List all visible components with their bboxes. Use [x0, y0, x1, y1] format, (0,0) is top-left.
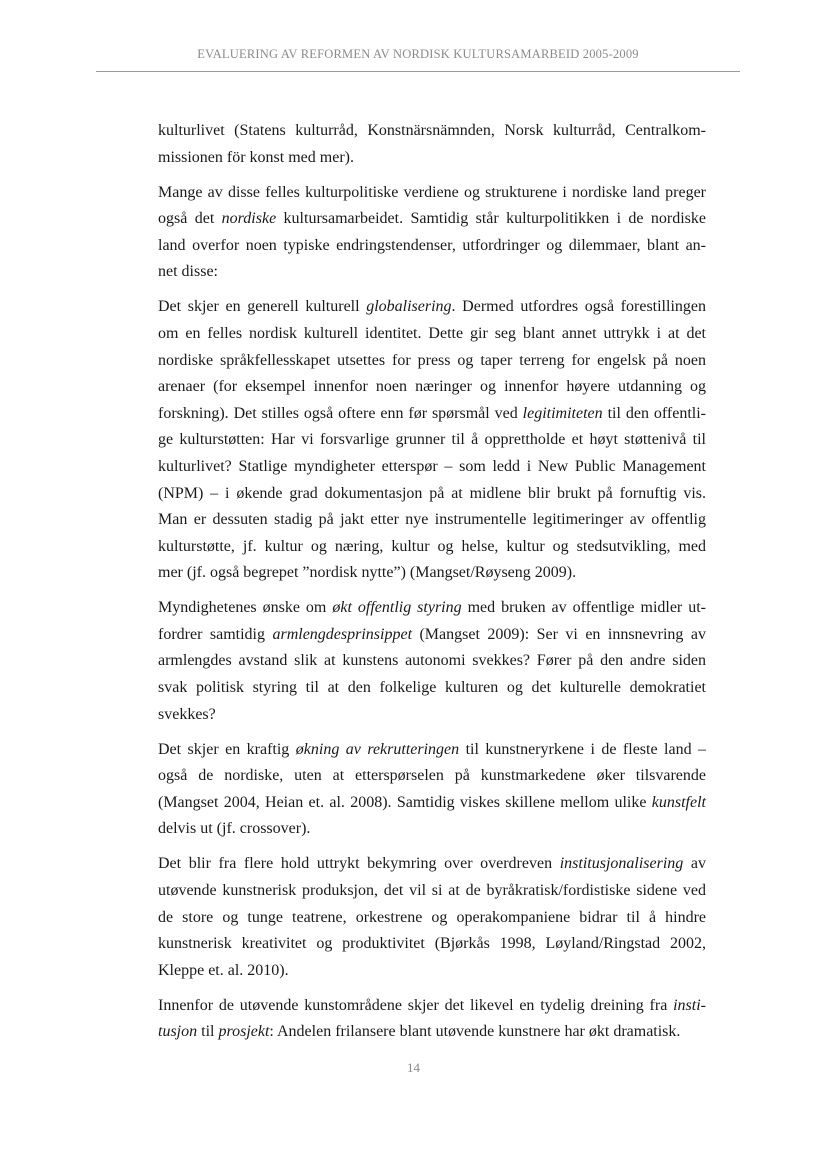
text-segment: forskning). Det stilles også oftere enn før spørsmål ved [158, 404, 523, 422]
text-line [158, 993, 706, 1020]
text-line [158, 374, 706, 401]
italic-term: globalisering [366, 298, 452, 316]
page-number: 14 [407, 1060, 420, 1075]
text-segment: nordiske språkfellesskapet utsettes for press og taper terreng for engelsk på noen [158, 351, 706, 369]
italic-term: prosjekt [218, 1023, 270, 1041]
text-segment: til den offentli- [602, 404, 706, 422]
text-line [158, 233, 706, 260]
text-segment: Man er dessuten stadig på jakt etter nye instrumentelle legitimeringer av offentlig [158, 511, 706, 529]
text-line [158, 622, 706, 649]
text-segment: til kunstneryrkene i de fleste land – [459, 740, 707, 758]
text-segment: også de nordiske, uten at etterspørselen på kunstmarkedene øker tilsvarende [158, 767, 706, 785]
text-segment: Myndighetenes ønske om [158, 599, 333, 617]
italic-term: nordiske [221, 210, 277, 228]
running-header: EVALUERING AV REFORMEN AV NORDISK KULTURSAMARBEID 2005-2009 [197, 47, 639, 61]
paragraph [158, 993, 706, 1046]
text-line [158, 790, 706, 817]
text-segment: (Mangset 2009): Ser vi en innsnevring av [412, 625, 706, 643]
text-line [158, 931, 706, 958]
paragraph [158, 595, 706, 728]
text-segment: med bruken av offentlige midler ut- [461, 599, 707, 617]
text-segment: kulturstøtte, jf. kultur og næring, kultur og helse, kultur og stedsutvikling, med [158, 537, 706, 555]
paragraph [158, 294, 706, 587]
text-segment: mer (jf. også begrepet ”nordisk nytte”) (Mangset/Røyseng 2009). [158, 564, 577, 582]
text-line [158, 427, 706, 454]
text-line [158, 348, 706, 375]
text-line [158, 878, 706, 905]
text-segment: av [683, 855, 706, 873]
italic-term: økt offentlig styring [332, 599, 462, 617]
text-segment: også det [158, 210, 222, 228]
text-segment: fordrer samtidig [158, 625, 273, 643]
text-line [158, 675, 706, 702]
text-segment: svak politisk styring til at den folkelige kulturen og det kulturelle demokratiet [158, 679, 706, 697]
text-line [158, 118, 706, 145]
text-segment: de store og tunge teatrene, orkestrene og operakompaniene bidrar til å hindre [158, 908, 706, 926]
text-segment: Innenfor de utøvende kunstområdene skjer det likevel en tydelig dreining fra [158, 996, 674, 1014]
text-segment: arenaer (for eksempel innenfor noen næringer og innenfor høyere utdanning og [158, 378, 706, 396]
text-line [158, 180, 706, 207]
italic-term: kunstfelt [651, 793, 706, 811]
text-segment: net disse: [158, 263, 218, 281]
text-line [158, 454, 706, 481]
text-segment: Det skjer en generell kulturell [158, 298, 367, 316]
text-line [158, 816, 706, 843]
text-segment: kulturlivet? Statlige myndigheter etterspør – som ledd i New Public Management [158, 457, 706, 475]
text-line [158, 145, 706, 172]
text-line [158, 507, 706, 534]
text-segment: armlengdes avstand slik at kunstens autonomi svekkes? Fører på den andre siden [158, 652, 706, 670]
paragraph [158, 737, 706, 843]
body-text [158, 118, 706, 1054]
text-line [158, 259, 706, 286]
text-segment: delvis ut (jf. crossover). [158, 820, 311, 838]
text-line [158, 763, 706, 790]
text-line [158, 1019, 706, 1046]
text-segment: Mange av disse felles kulturpolitiske verdiene og strukturene i nordiske land preger [158, 183, 706, 201]
italic-term: armlengdesprinsippet [272, 625, 413, 643]
text-segment: utøvende kunstnerisk produksjon, det vil si at de byråkratisk/fordistiske sidene ved [158, 881, 706, 899]
text-segment: Kleppe et. al. 2010). [158, 961, 289, 979]
header-rule [96, 71, 740, 72]
text-line [158, 595, 706, 622]
paragraph [158, 118, 706, 171]
text-line [158, 321, 706, 348]
italic-term: økning av rekrutteringen [295, 740, 460, 758]
italic-term: insti- [673, 996, 706, 1014]
text-line [158, 958, 706, 985]
text-segment: : Andelen frilansere blant utøvende kunstnere har økt dramatisk. [269, 1023, 681, 1041]
text-segment: land overfor noen typiske endringstendenser, utfordringer og dilemmaer, blant an- [158, 236, 706, 254]
text-segment: (Mangset 2004, Heian et. al. 2008). Samtidig viskes skillene mellom ulike [158, 793, 652, 811]
text-segment: om en felles nordisk kulturell identitet. Dette gir seg blant annet uttrykk i at det [158, 324, 706, 342]
italic-term: tusjon [158, 1023, 198, 1041]
text-segment: kultursamarbeidet. Samtidig står kulturpolitikken i de nordiske [276, 210, 707, 228]
text-segment: til [197, 1023, 219, 1041]
text-segment: kunstnerisk kreativitet og produktivitet (Bjørkås 1998, Løyland/Ringstad 2002, [158, 935, 706, 953]
text-segment: svekkes? [158, 705, 216, 723]
text-line [158, 481, 706, 508]
text-line [158, 905, 706, 932]
text-line [158, 702, 706, 729]
text-line [158, 401, 706, 428]
text-line [158, 851, 706, 878]
text-segment: ge kulturstøtten: Har vi forsvarlige grunner til å opprettholde et høyt støttenivå til [158, 431, 706, 449]
paragraph [158, 180, 706, 286]
text-line [158, 560, 706, 587]
text-segment: kulturlivet (Statens kulturråd, Konstnärsnämnden, Norsk kulturråd, Centralkom- [158, 122, 706, 139]
text-segment: Det skjer en kraftig [158, 740, 296, 758]
text-line [158, 206, 706, 233]
text-line [158, 648, 706, 675]
text-line [158, 534, 706, 561]
text-segment: (NPM) – i økende grad dokumentasjon på at midlene blir brukt på fornuftig vis. [158, 484, 706, 502]
italic-term: institusjonalisering [559, 855, 684, 873]
text-segment: missionen för konst med mer). [158, 148, 354, 166]
text-segment: . Dermed utfordres også forestillingen [451, 298, 706, 316]
text-line [158, 294, 706, 321]
paragraph [158, 851, 706, 984]
text-line [158, 737, 706, 764]
italic-term: legitimiteten [522, 404, 603, 422]
text-segment: Det blir fra flere hold uttrykt bekymring over overdreven [158, 855, 560, 873]
